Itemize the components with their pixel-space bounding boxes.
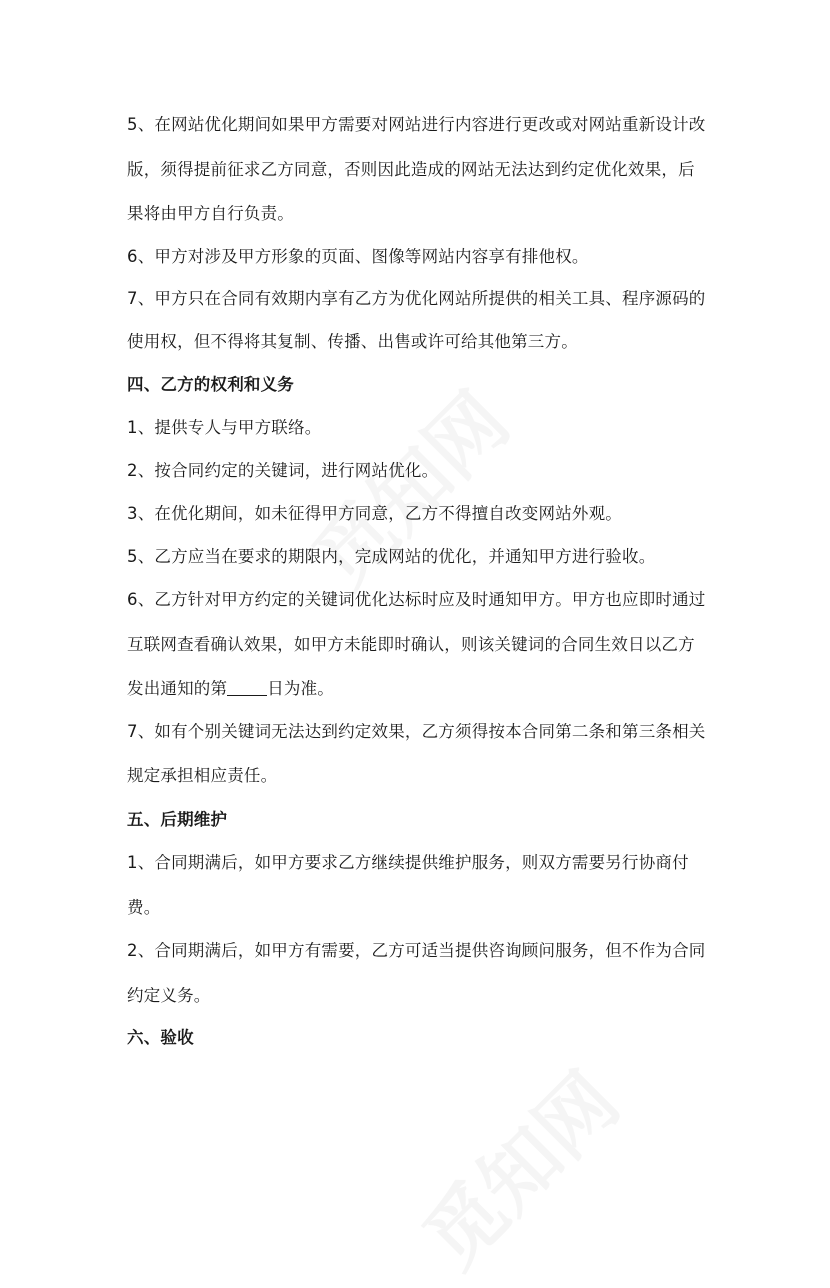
paragraph-line: 费。 [127,898,161,917]
paragraph-line: 7、甲方只在合同有效期内享有乙方为优化网站所提供的相关工具、程序源码的 [127,289,706,308]
paragraph-line [127,677,717,701]
paragraph-line: 6、乙方针对甲方约定的关键词优化达标时应及时通知甲方。甲方也应即时通过 [127,590,706,609]
paragraph-line: 规定承担相应责任。 [127,766,278,785]
paragraph-line: 约定义务。 [127,986,211,1005]
paragraph-line: 版，须得提前征求乙方同意，否则因此造成的网站无法达到约定优化效果，后 [127,160,695,179]
watermark-top [285,364,530,609]
paragraph-line: 2、按合同约定的关键词，进行网站优化。 [127,461,439,480]
paragraph-line: 1、合同期满后，如甲方要求乙方继续提供维护服务，则双方需要另行协商付 [127,853,689,872]
fill-in-prefix: 发出通知的第 [127,679,228,698]
paragraph-line: 互联网查看确认效果，如甲方未能即时确认，则该关键词的合同生效日以乙方 [127,635,695,654]
section-heading: 四、乙方的权利和义务 [127,375,294,394]
paragraph-line: 3、在优化期间，如未征得甲方同意，乙方不得擅自改变网站外观。 [127,504,622,523]
section-heading: 五、后期维护 [127,810,228,829]
section-heading: 六、验收 [127,1028,194,1047]
paragraph-line: 7、如有个别关键词无法达到约定效果，乙方须得按本合同第二条和第三条相关 [127,722,706,741]
paragraph-line: 使用权，但不得将其复制、传播、出售或许可给其他第三方。 [127,332,578,351]
watermark-bottom [395,1044,640,1288]
paragraph-line: 果将由甲方自行负责。 [127,204,294,223]
paragraph-line: 1、提供专人与甲方联络。 [127,418,322,437]
paragraph-line: 5、乙方应当在要求的期限内，完成网站的优化，并通知甲方进行验收。 [127,547,656,566]
paragraph-line: 5、在网站优化期间如果甲方需要对网站进行内容进行更改或对网站重新设计改 [127,115,706,134]
fill-in-suffix: 日为准。 [267,679,335,698]
paragraph-line: 6、甲方对涉及甲方形象的页面、图像等网站内容享有排他权。 [127,247,589,266]
paragraph-line: 2、合同期满后，如甲方有需要，乙方可适当提供咨询顾问服务，但不作为合同 [127,941,706,960]
fill-in-blank[interactable] [227,679,267,696]
